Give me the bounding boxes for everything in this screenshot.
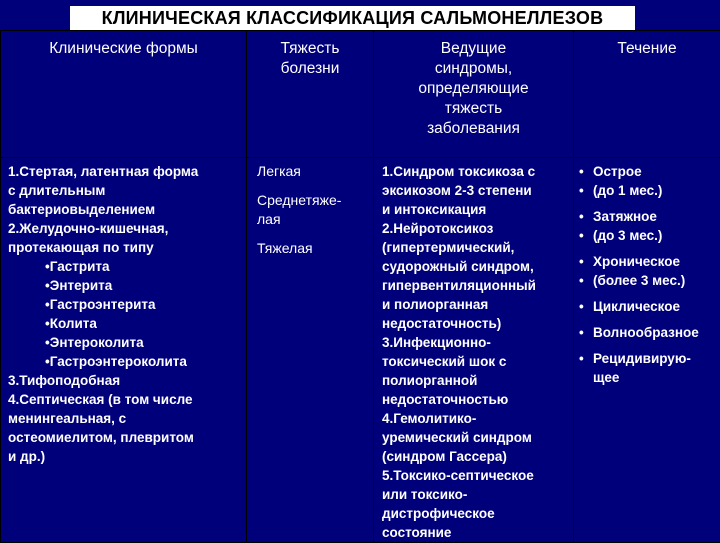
bullet-icon: •	[579, 162, 593, 181]
bullet-icon: •	[579, 207, 593, 226]
syndrome-line: токсический шок с	[382, 352, 573, 371]
bullet-icon: •	[45, 278, 50, 293]
slide-title: КЛИНИЧЕСКАЯ КЛАССИФИКАЦИЯ САЛЬМОНЕЛЛЕЗОВ	[70, 6, 635, 30]
subtype-item: •Гастроэнтероколита	[8, 352, 243, 371]
bullet-icon: •	[45, 316, 50, 331]
form-line: протекающая по типу	[8, 238, 243, 257]
bullet-icon: •	[45, 335, 50, 350]
course-item: • Рецидивирую- щее	[579, 349, 720, 387]
classification-table	[0, 30, 720, 543]
severity-item: Легкая	[257, 162, 373, 181]
syndrome-line: эксикозом 2-3 степени	[382, 181, 573, 200]
syndrome-line: дистрофическое	[382, 504, 573, 523]
syndrome-line: недостаточность)	[382, 314, 573, 333]
syndrome-line: 1.Синдром токсикоза с	[382, 162, 573, 181]
bullet-icon: •	[45, 354, 50, 369]
form-line: бактериовыделением	[8, 200, 243, 219]
syndrome-line: или токсико-	[382, 485, 573, 504]
form-line: менингеальная, с	[8, 409, 243, 428]
course-item: • Хроническое • (более 3 мес.)	[579, 252, 720, 290]
subtype-item: •Колита	[8, 314, 243, 333]
bullet-icon: •	[579, 323, 593, 342]
bullet-icon: •	[579, 297, 593, 316]
syndrome-line: состояние	[382, 523, 573, 542]
form-line: и др.)	[8, 447, 243, 466]
syndrome-line: и полиорганная	[382, 295, 573, 314]
bullet-icon: •	[579, 226, 593, 245]
subtype-item: •Гастроэнтерита	[8, 295, 243, 314]
bullet-icon: •	[579, 271, 593, 290]
syndromes-cell	[374, 158, 574, 543]
bullet-icon: •	[45, 297, 50, 312]
form-line: с длительным	[8, 181, 243, 200]
syndrome-line: (синдром Гассера)	[382, 447, 573, 466]
form-line: 1.Стертая, латентная форма	[8, 162, 243, 181]
bullet-icon: •	[579, 349, 593, 368]
subtype-item: •Энтероколита	[8, 333, 243, 352]
form-line: 2.Желудочно-кишечная,	[8, 219, 243, 238]
syndrome-line: недостаточностью	[382, 390, 573, 409]
syndrome-line: 5.Токсико-септическое	[382, 466, 573, 485]
course-item: • Волнообразное	[579, 323, 720, 342]
subtype-item: •Энтерита	[8, 276, 243, 295]
clinical-forms-cell	[1, 158, 247, 543]
severity-item: Тяжелая	[257, 239, 373, 258]
form-line: остеомиелитом, плевритом	[8, 428, 243, 447]
header-severity: Тяжесть болезни	[247, 31, 374, 158]
bullet-icon: •	[45, 259, 50, 274]
syndrome-line: судорожный синдром,	[382, 257, 573, 276]
severity-item: Среднетяже- лая	[257, 191, 373, 229]
header-row	[1, 31, 720, 158]
syndrome-line: полиорганной	[382, 371, 573, 390]
severity-cell	[247, 158, 374, 543]
form-line: 3.Тифоподобная	[8, 371, 243, 390]
syndrome-line: и интоксикация	[382, 200, 573, 219]
header-course: Течение	[574, 31, 720, 158]
header-clinical-forms: Клинические формы	[1, 31, 247, 158]
course-item: • Острое • (до 1 мес.)	[579, 162, 720, 200]
content-row	[1, 158, 720, 543]
course-item: • Циклическое	[579, 297, 720, 316]
form-line: 4.Септическая (в том числе	[8, 390, 243, 409]
course-item: • Затяжное • (до 3 мес.)	[579, 207, 720, 245]
syndrome-line: (гипертермический,	[382, 238, 573, 257]
bullet-icon: •	[579, 181, 593, 200]
bullet-icon: •	[579, 252, 593, 271]
syndrome-line: 4.Гемолитико-	[382, 409, 573, 428]
course-cell	[574, 158, 720, 543]
syndrome-line: гипервентиляционный	[382, 276, 573, 295]
syndrome-line: 3.Инфекционно-	[382, 333, 573, 352]
syndrome-line: 2.Нейротоксикоз	[382, 219, 573, 238]
header-syndromes: Ведущие синдромы, определяющие тяжесть заболевания	[374, 31, 574, 158]
subtype-item: •Гастрита	[8, 257, 243, 276]
syndrome-line: уремический синдром	[382, 428, 573, 447]
